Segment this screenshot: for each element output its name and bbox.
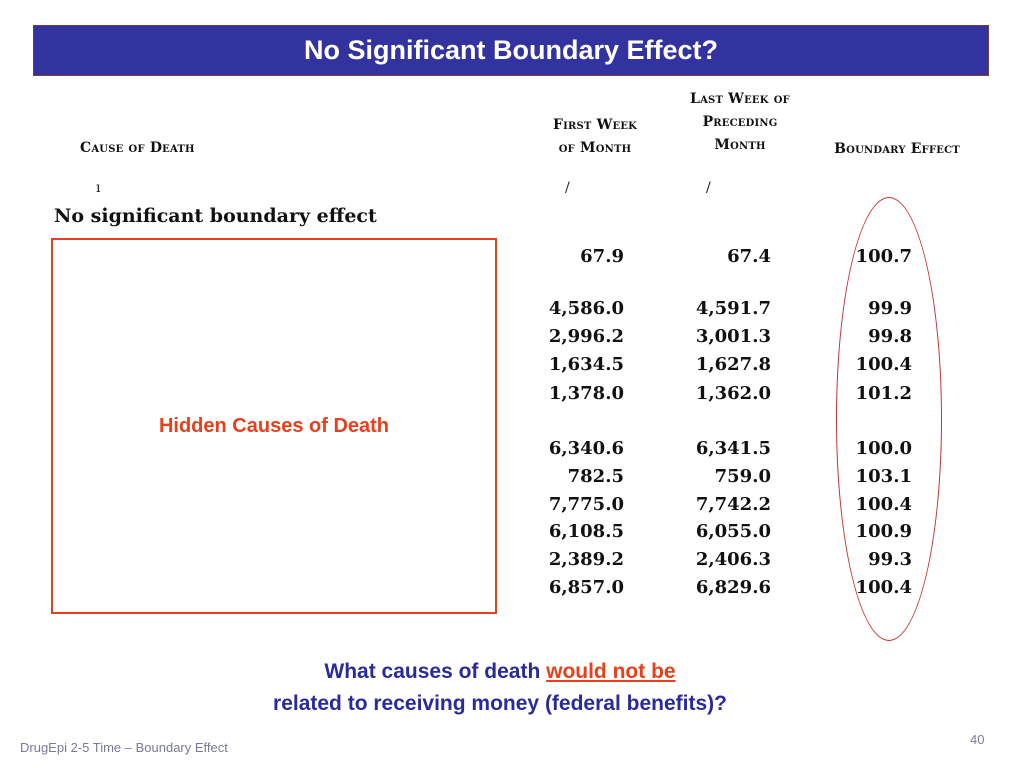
page-number: 40 (970, 732, 985, 747)
header-first-week (535, 114, 655, 160)
table-cell-last: 6,341.5 (695, 438, 771, 459)
question-line-2: related to receiving money (federal benefits)? (273, 692, 727, 715)
table-cell-first: 6,857.0 (548, 577, 624, 598)
table-cell-last: 6,829.6 (695, 577, 771, 598)
hidden-causes-box (51, 238, 497, 614)
table-cell-boundary: 100.4 (855, 577, 912, 598)
header-cause-of-death (80, 137, 195, 160)
table-cell-boundary: 103.1 (855, 466, 912, 487)
cut-mark-last: / (706, 180, 711, 196)
table-cell-boundary: 100.9 (855, 521, 912, 542)
table-cell-last: 4,591.7 (695, 298, 771, 319)
header-cause-label: Cause of Death (80, 140, 195, 156)
section-label: No significant boundary effect (54, 205, 377, 227)
table-cell-last: 759.0 (714, 466, 771, 487)
table-cell-boundary: 100.4 (855, 494, 912, 515)
question-highlight: would not be (546, 660, 676, 683)
header-first-week-line2: of Month (558, 140, 632, 156)
header-boundary-effect (812, 138, 982, 161)
table-cell-first: 6,340.6 (548, 438, 624, 459)
table-cell-last: 1,627.8 (695, 354, 771, 375)
cut-mark-left: ı (96, 180, 101, 196)
header-first-week-line1: First Week (552, 117, 638, 133)
table-cell-last: 2,406.3 (695, 549, 771, 570)
table-cell-boundary: 100.0 (855, 438, 912, 459)
header-last-week-line3: Month (714, 137, 766, 153)
table-cell-first: 2,389.2 (548, 549, 624, 570)
question-line-1 (0, 660, 1000, 684)
table-cell-last: 6,055.0 (695, 521, 771, 542)
table-cell-first: 7,775.0 (548, 494, 624, 515)
table-cell-first: 1,634.5 (548, 354, 624, 375)
question-prefix: What causes of death (324, 660, 547, 683)
header-last-week (665, 88, 815, 157)
hidden-causes-label: Hidden Causes of Death (158, 414, 390, 437)
table-cell-last: 1,362.0 (695, 383, 771, 404)
table-cell-boundary: 100.4 (855, 354, 912, 375)
header-last-week-line1: Last Week of (690, 91, 790, 107)
table-cell-boundary: 100.7 (855, 246, 912, 267)
header-last-week-line2: Preceding (702, 114, 778, 130)
table-cell-first: 782.5 (567, 466, 624, 487)
boundary-effect-oval (836, 197, 942, 641)
slide-title: No Significant Boundary Effect? (303, 35, 719, 65)
table-cell-boundary: 101.2 (855, 383, 912, 404)
title-bar (33, 25, 989, 76)
table-cell-last: 3,001.3 (695, 326, 771, 347)
table-cell-first: 6,108.5 (548, 521, 624, 542)
table-cell-boundary: 99.3 (868, 549, 912, 570)
footer-text: DrugEpi 2-5 Time – Boundary Effect (20, 740, 228, 755)
cut-mark-first: / (565, 180, 570, 196)
table-cell-first: 1,378.0 (548, 383, 624, 404)
table-cell-boundary: 99.9 (868, 298, 912, 319)
table-cell-first: 2,996.2 (548, 326, 624, 347)
table-cell-last: 7,742.2 (695, 494, 771, 515)
table-cell-boundary: 99.8 (868, 326, 912, 347)
table-cell-last: 67.4 (727, 246, 771, 267)
header-boundary-label: Boundary Effect (834, 141, 960, 157)
table-cell-first: 4,586.0 (548, 298, 624, 319)
table-cell-first: 67.9 (580, 246, 624, 267)
